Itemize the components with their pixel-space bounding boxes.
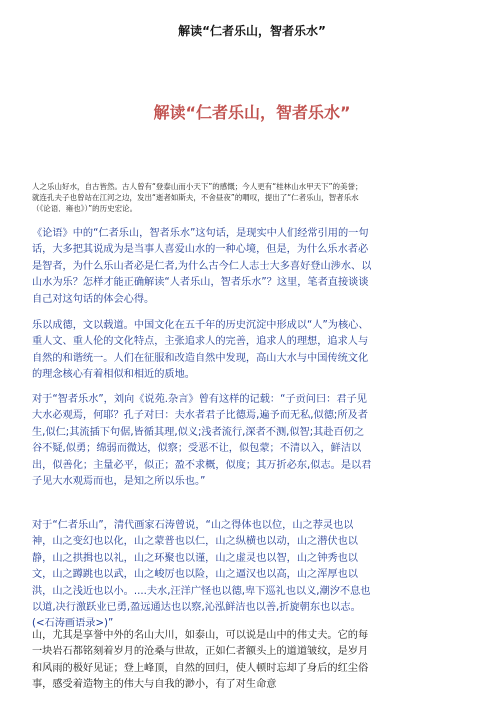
- intro-paragraph: 人之乐山好水，自古皆然。古人曾有“登泰山而小天下”的感慨；今人更有“桂林山水甲天下”的美誉；就连孔夫子也曾站在江河之边，发出“逝者如斯夫，不舍昼夜”的喟叹，提出了“仁者乐山，智者乐水（《论语．雍也》）”的历史宏论。: [32, 182, 363, 213]
- paragraph-text: 对于“仁者乐山”，清代画家石涛曾说，“山之得体也以位，山之荐灵也以神，山之变幻也以化，山之蒙普也以仁，山之纵横也以动，山之潜伏也以静，山之拱揖也以礼，山之环聚也以谨，山之虚灵也以智，山之钟秀也以文，山之蹲跳也以武，山之峻厉也以险，山之逼汉也以高，山之浑厚也以洪，山之浅近也以小。....夫水,汪洋广怪也以德,卑下巡礼也以义,潮汐不息也以道,决行激跃业已勇,盈远通达也以察,沁泓鲜洁也以善,折旋朝东也以志。(<石涛画语录>)”: [32, 520, 371, 630]
- page-header: 解读“仁者乐山，智者乐水”: [178, 24, 326, 38]
- paragraph-text: 《论语》中的“仁者乐山，智者乐水”这句话，是现实中人们经常引用的一句话，大多把其说成为是当事人喜爱山水的一种心境，但是，为什么乐水者必是智者，为什么乐山者必是仁者,为什么古今仁人志士大多喜好登山涉水、以山水为乐？怎样才能正确解读“人者乐山，智者乐水”？这里，笔者直接谈谈自己对这句话的体会心得。: [32, 228, 372, 305]
- paragraph-text: 乐以成德，文以载道。中国文化在五千年的历史沉淀中形成以“人”为核心、重人文、重人伦的文化特点，主张追求人的完善，追求人的理想，追求人与自然的和谐统一。人们在征服和改造自然中发现，高山大水与中国传统文化的理念核心有着相似和相近的质地。: [32, 320, 369, 381]
- paragraph-text: 山，尤其是享誉中外的名山大川，如泰山，可以说是山中的伟丈夫。它的每一块岩石都铭刻着岁月的沧桑与世故，正如仁者额头上的道道皱纹，是岁月和风雨的极好见证；登上峰顶，自然的回归，使人顿时忘却了身后的红尘俗事，感受着造物主的伟大与自我的渺小，有了对生命意: [32, 630, 369, 691]
- document-title: 解读“仁者乐山，智者乐水”: [153, 103, 351, 122]
- paragraph-text: 对于“智者乐水”，刘向《说苑.杂言》曾有这样的记载：“子贡问曰：君子见大水必观焉，何耶？孔子对曰：夫水者君子比德焉,遍予而无私,似德;所及者生,似仁;其流插下句倨,皆循其理,似义;浅者流行,深者不测,似智;其赴百仞之谷不疑,似勇；绵弱而微达，似察；受恶不让，似包蒙；不清以入，鲜洁以出，似善化；主量必平，似正；盈不求概，似度；其万折必东,似志。是以君子见大水观焉而也，是知之所以乐也。”: [32, 394, 372, 488]
- paragraph-zhizhe: [32, 392, 372, 490]
- paragraph-lunyu: [32, 226, 372, 308]
- paragraph-mountain: [32, 628, 372, 694]
- paragraph-culture: [32, 318, 372, 384]
- paragraph-renzhe: [32, 518, 372, 633]
